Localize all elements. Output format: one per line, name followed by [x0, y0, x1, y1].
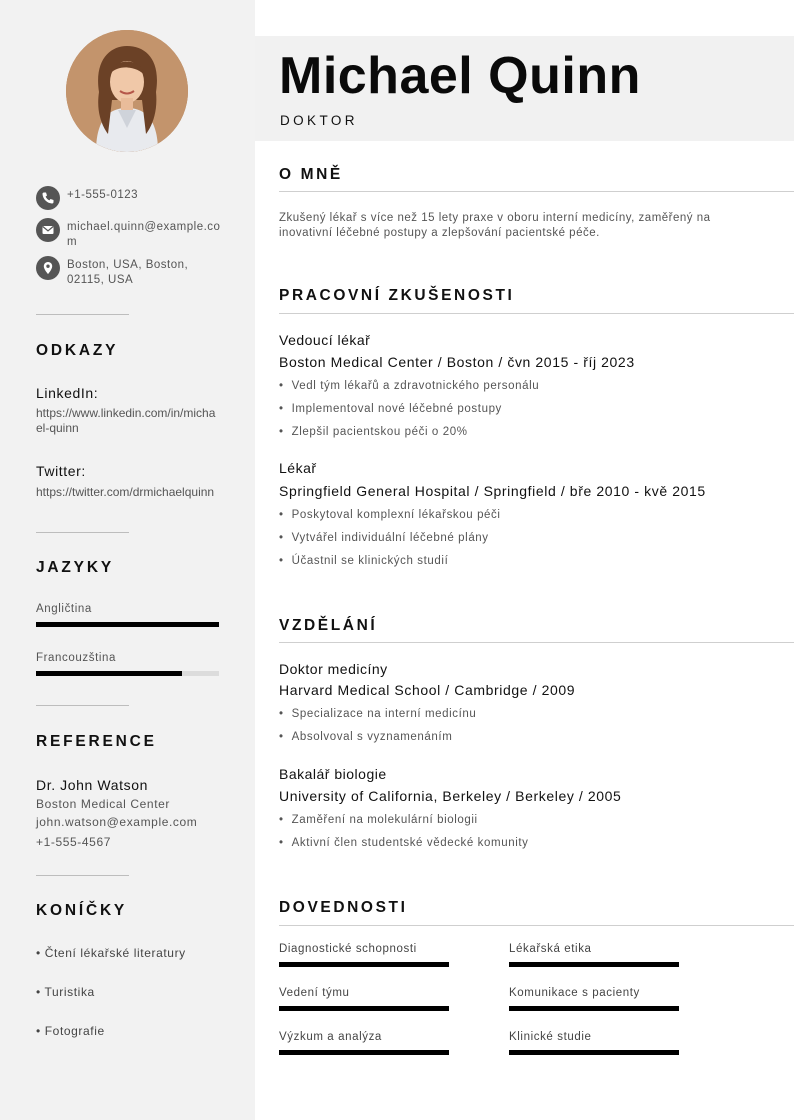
- divider: [279, 313, 794, 314]
- skills-heading: DOVEDNOSTI: [279, 899, 408, 916]
- skill-level-bar: [279, 1006, 449, 1011]
- contact-email: [36, 218, 226, 250]
- skill-name: Komunikace s pacienty: [509, 987, 640, 999]
- reference-name: Dr. John Watson: [36, 777, 148, 793]
- portrait-illustration: [66, 30, 188, 152]
- avatar: [66, 30, 188, 152]
- twitter-link[interactable]: https://twitter.com/drmichaelquinn: [36, 485, 215, 499]
- job-bullet: • Zlepšil pacientskou péči o 20%: [279, 426, 468, 438]
- language-name: Francouzština: [36, 652, 117, 664]
- skill-name: Klinické studie: [509, 1031, 592, 1043]
- divider: [36, 532, 129, 533]
- language-level-bar: [36, 622, 219, 627]
- job-bullet: • Vytvářel individuální léčebné plány: [279, 532, 489, 544]
- contact-phone: [36, 186, 226, 210]
- job-bullet: • Účastnil se klinických studií: [279, 555, 448, 567]
- skill-level-fill: [279, 962, 449, 967]
- hobbies-heading: KONÍČKY: [36, 902, 128, 919]
- skill-level-bar: [279, 1050, 449, 1055]
- reference-phone: +1-555-4567: [36, 835, 111, 849]
- phone-text: +1-555-0123: [67, 189, 139, 201]
- map-pin-icon: [36, 256, 60, 280]
- education-bullet: • Aktivní člen studentské vědecké komunity: [279, 837, 529, 849]
- skill-level-fill: [279, 1050, 449, 1055]
- skill-level-fill: [509, 1050, 679, 1055]
- twitter-label: Twitter:: [36, 463, 86, 479]
- education-heading: VZDĚLÁNÍ: [279, 617, 378, 634]
- contact-address: [36, 256, 226, 288]
- education-degree: Doktor medicíny: [279, 661, 388, 677]
- phone-icon: [36, 186, 60, 210]
- languages-heading: JAZYKY: [36, 559, 114, 576]
- skill-level-bar: [279, 962, 449, 967]
- linkedin-link[interactable]: https://www.linkedin.com/in/michael-quinn: [36, 406, 216, 435]
- skill-name: Diagnostické schopnosti: [279, 943, 417, 955]
- experience-heading: PRACOVNÍ ZKUŠENOSTI: [279, 287, 515, 304]
- about-text: Zkušený lékař s více než 15 lety praxe v oboru interní medicíny, zaměřený na inovativní léčebné postupy a zlepšování pacientské péče.: [279, 212, 711, 239]
- reference-email[interactable]: john.watson@example.com: [36, 815, 198, 829]
- skill-level-fill: [509, 962, 679, 967]
- reference-company: Boston Medical Center: [36, 797, 170, 811]
- language-level-bar: [36, 671, 219, 676]
- education-bullet: • Absolvoval s vyznamenáním: [279, 731, 452, 743]
- education-school: University of California, Berkeley / Berkeley / 2005: [279, 788, 622, 804]
- skill-level-bar: [509, 1050, 679, 1055]
- address-text: Boston, USA, Boston, 02115, USA: [67, 259, 189, 286]
- language-level-fill: [36, 671, 182, 676]
- skill-name: Výzkum a analýza: [279, 1031, 382, 1043]
- education-school: Harvard Medical School / Cambridge / 2009: [279, 682, 576, 698]
- envelope-icon: [36, 218, 60, 242]
- sidebar: [0, 0, 255, 1120]
- person-name: Michael Quinn: [279, 47, 641, 105]
- education-bullet: • Zaměření na molekulární biologii: [279, 814, 478, 826]
- skill-name: Lékařská etika: [509, 943, 592, 955]
- divider: [279, 642, 794, 643]
- hobby-item: • Turistika: [36, 985, 95, 999]
- job-role: Vedoucí lékař: [279, 332, 371, 348]
- job-bullet: • Vedl tým lékařů a zdravotnického personálu: [279, 380, 539, 392]
- person-title: DOKTOR: [280, 113, 358, 128]
- language-name: Angličtina: [36, 603, 92, 615]
- job-bullet: • Poskytoval komplexní lékařskou péči: [279, 509, 501, 521]
- skill-level-fill: [279, 1006, 449, 1011]
- skill-level-bar: [509, 1006, 679, 1011]
- job-place: Springfield General Hospital / Springfield / bře 2010 - kvě 2015: [279, 483, 706, 499]
- divider: [36, 314, 129, 315]
- skill-level-bar: [509, 962, 679, 967]
- divider: [279, 191, 794, 192]
- job-role: Lékař: [279, 460, 317, 476]
- references-heading: REFERENCE: [36, 733, 157, 750]
- skill-level-fill: [509, 1006, 679, 1011]
- education-degree: Bakalář biologie: [279, 766, 387, 782]
- language-level-fill: [36, 622, 219, 627]
- job-bullet: • Implementoval nové léčebné postupy: [279, 403, 502, 415]
- job-place: Boston Medical Center / Boston / čvn 2015 - říj 2023: [279, 354, 635, 370]
- divider: [36, 705, 129, 706]
- links-heading: ODKAZY: [36, 342, 119, 359]
- hobby-item: • Čtení lékařské literatury: [36, 946, 186, 960]
- divider: [36, 875, 129, 876]
- divider: [279, 925, 794, 926]
- email-text[interactable]: michael.quinn@example.com: [67, 221, 221, 248]
- skill-name: Vedení týmu: [279, 987, 350, 999]
- education-bullet: • Specializace na interní medicínu: [279, 708, 476, 720]
- linkedin-label: LinkedIn:: [36, 385, 99, 401]
- header: [255, 36, 794, 141]
- about-heading: O MNĚ: [279, 166, 343, 183]
- hobby-item: • Fotografie: [36, 1024, 105, 1038]
- main-content: [255, 0, 794, 1120]
